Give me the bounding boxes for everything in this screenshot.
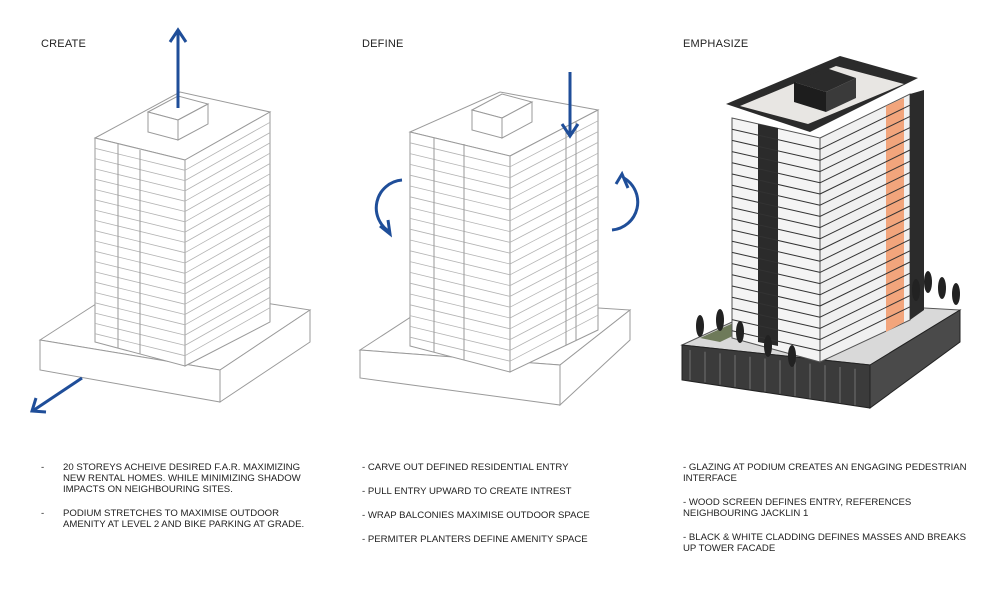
tree [736, 321, 744, 343]
create-notes [41, 462, 311, 543]
create-note-2: - PODIUM STRETCHES TO MAXIMISE OUTDOOR AMENITY AT LEVEL 2 AND BIKE PARKING AT GRADE. [41, 508, 311, 530]
tree [924, 271, 932, 293]
define-heading: DEFINE [362, 38, 404, 50]
tree [788, 345, 796, 367]
create-note-1: - 20 STOREYS ACHEIVE DESIRED F.A.R. MAXIMIZING NEW RENTAL HOMES. WHILE MINIMIZING SHADOW IMPACTS ON NEIGHBOURING SITES. [41, 462, 311, 495]
define-note-3: - WRAP BALCONIES MAXIMISE OUTDOOR SPACE [362, 510, 590, 521]
emphasize-note-1: - GLAZING AT PODIUM CREATES AN ENGAGING PEDESTRIAN INTERFACE [683, 462, 967, 484]
create-heading: CREATE [41, 38, 87, 50]
define-massing-diagram [330, 20, 660, 440]
emphasize-heading: EMPHASIZE [683, 38, 749, 50]
emphasize-rendered-diagram [660, 20, 1003, 440]
emphasize-note-3: - BLACK & WHITE CLADDING DEFINES MASSES AND BREAKS UP TOWER FACADE [683, 532, 967, 554]
rotate-left-arrow-icon [376, 180, 402, 234]
create-massing-diagram [0, 20, 330, 440]
define-note-1: - CARVE OUT DEFINED RESIDENTIAL ENTRY [362, 462, 569, 473]
emphasize-notes [683, 462, 973, 567]
tree [696, 315, 704, 337]
rotate-right-arrow-icon [612, 174, 638, 230]
tree [912, 279, 920, 301]
tree [716, 309, 724, 331]
define-note-4: - PERMITER PLANTERS DEFINE AMENITY SPACE [362, 534, 588, 545]
tree [952, 283, 960, 305]
emphasize-note-2: - WOOD SCREEN DEFINES ENTRY, REFERENCES NEIGHBOURING JACKLIN 1 [683, 497, 912, 519]
tree [938, 277, 946, 299]
define-notes [362, 462, 642, 558]
outward-arrow-icon [32, 378, 82, 412]
tree [764, 335, 772, 357]
define-note-2: - PULL ENTRY UPWARD TO CREATE INTREST [362, 486, 572, 497]
